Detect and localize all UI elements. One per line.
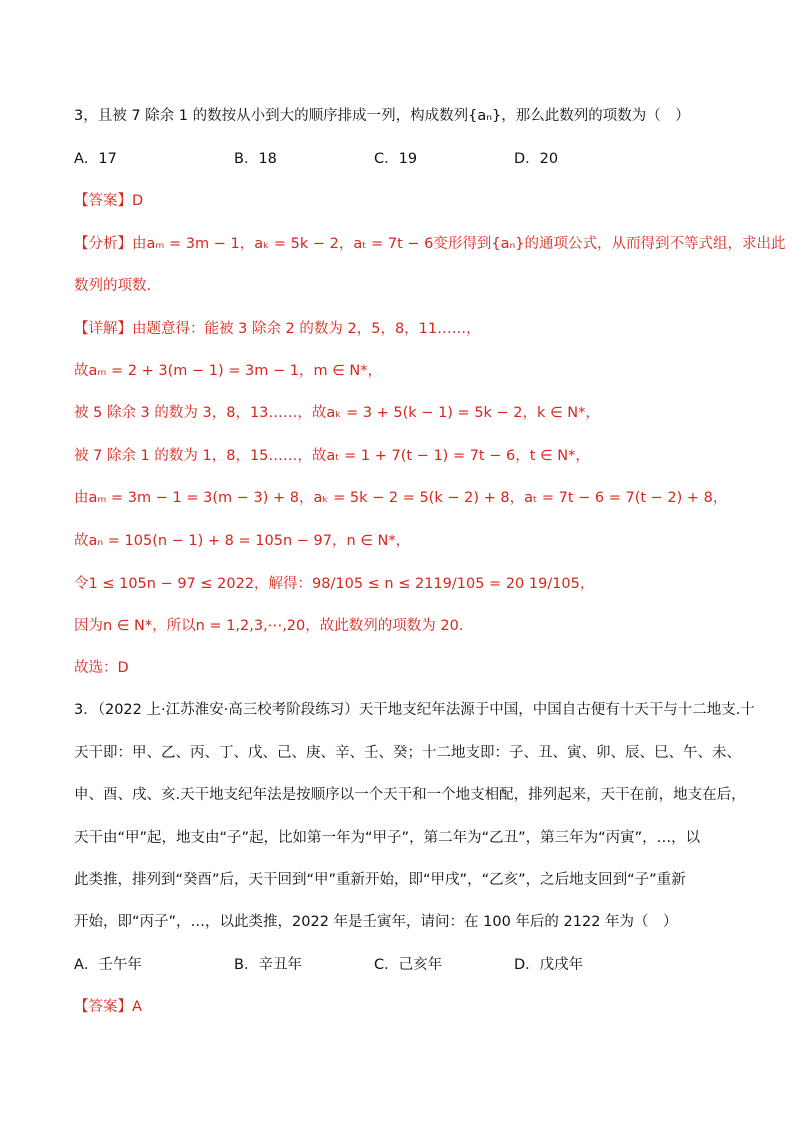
choice-c: C．己亥年 [374,957,443,973]
question-2-stem-5: 此类推，排列到“癸酉”后，天干回到“甲”重新开始，即“甲戌”，“乙亥”，之后地支回到“子”重新 [74,872,686,888]
choice-c: C．19 [374,151,418,167]
question-2-stem-6: 开始，即“丙子”，…，以此类推，2022 年是壬寅年，请问：在 100 年后的 2122 年为（ ） [74,914,678,930]
detail-line-8: 因为n ∈ N*，所以n = 1,2,3,⋯,20，故此数列的项数为 20. [74,618,464,634]
question-2-stem-4: 天干由“甲”起，地支由“子”起，比如第一年为“甲子”，第二年为“乙丑”，第三年为“丙寅”，…，以 [74,830,701,846]
choice-d: D．戊戌年 [514,957,584,973]
analysis-line-2: 数列的项数. [74,278,152,294]
detail-line-2: 故aₘ = 2 + 3(m − 1) = 3m − 1，m ∈ N*， [74,363,383,379]
choice-b: B．18 [234,151,277,167]
detail-line-7: 令1 ≤ 105n − 97 ≤ 2022，解得：98/105 ≤ n ≤ 2119/105 = 20 19/105， [74,576,595,592]
question-2-stem-3: 申、酉、戌、亥.天干地支纪年法是按顺序以一个天干和一个地支相配，排列起来，天干在前，地支在后， [74,787,746,803]
answer-label-2: 【答案】A [74,999,142,1015]
final-answer: 故选：D [74,660,129,676]
answer-label: 【答案】D [74,193,144,209]
choice-a: A．17 [74,151,117,167]
question-2-stem-2: 天干即：甲、乙、丙、丁、戊、己、庚、辛、壬、癸；十二地支即：子、丑、寅、卯、辰、巳、午、未、 [74,745,741,761]
detail-line-3: 被 5 除余 3 的数为 3，8，13……，故aₖ = 3 + 5(k − 1) = 5k − 2，k ∈ N*， [74,405,600,421]
question-1-stem: 3，且被 7 除余 1 的数按从小到大的顺序排成一列，构成数列{aₙ}，那么此数列的项数为（ ） [74,108,690,124]
choice-b: B．辛丑年 [234,957,302,973]
detail-line-5: 由aₘ = 3m − 1 = 3(m − 3) + 8，aₖ = 5k − 2 = 5(k − 2) + 8，aₜ = 7t − 6 = 7(t − 2) + 8， [74,490,728,506]
analysis-line-1: 【分析】由aₘ = 3m − 1，aₖ = 5k − 2，aₜ = 7t − 6变形得到{aₙ}的通项公式，从而得到不等式组，求出此 [74,236,786,252]
choice-d: D．20 [514,151,559,167]
question-2-stem-1: 3．（2022 上·江苏淮安·高三校考阶段练习）天干地支纪年法源于中国，中国自古便有十天干与十二地支.十 [74,702,755,718]
detail-line-6: 故aₙ = 105(n − 1) + 8 = 105n − 97，n ∈ N*， [74,533,411,549]
choice-a: A．壬午年 [74,957,142,973]
detail-line-1: 【详解】由题意得：能被 3 除余 2 的数为 2，5，8，11……， [74,321,481,337]
detail-line-4: 被 7 除余 1 的数为 1，8，15……，故aₜ = 1 + 7(t − 1) = 7t − 6，t ∈ N*， [74,448,590,464]
